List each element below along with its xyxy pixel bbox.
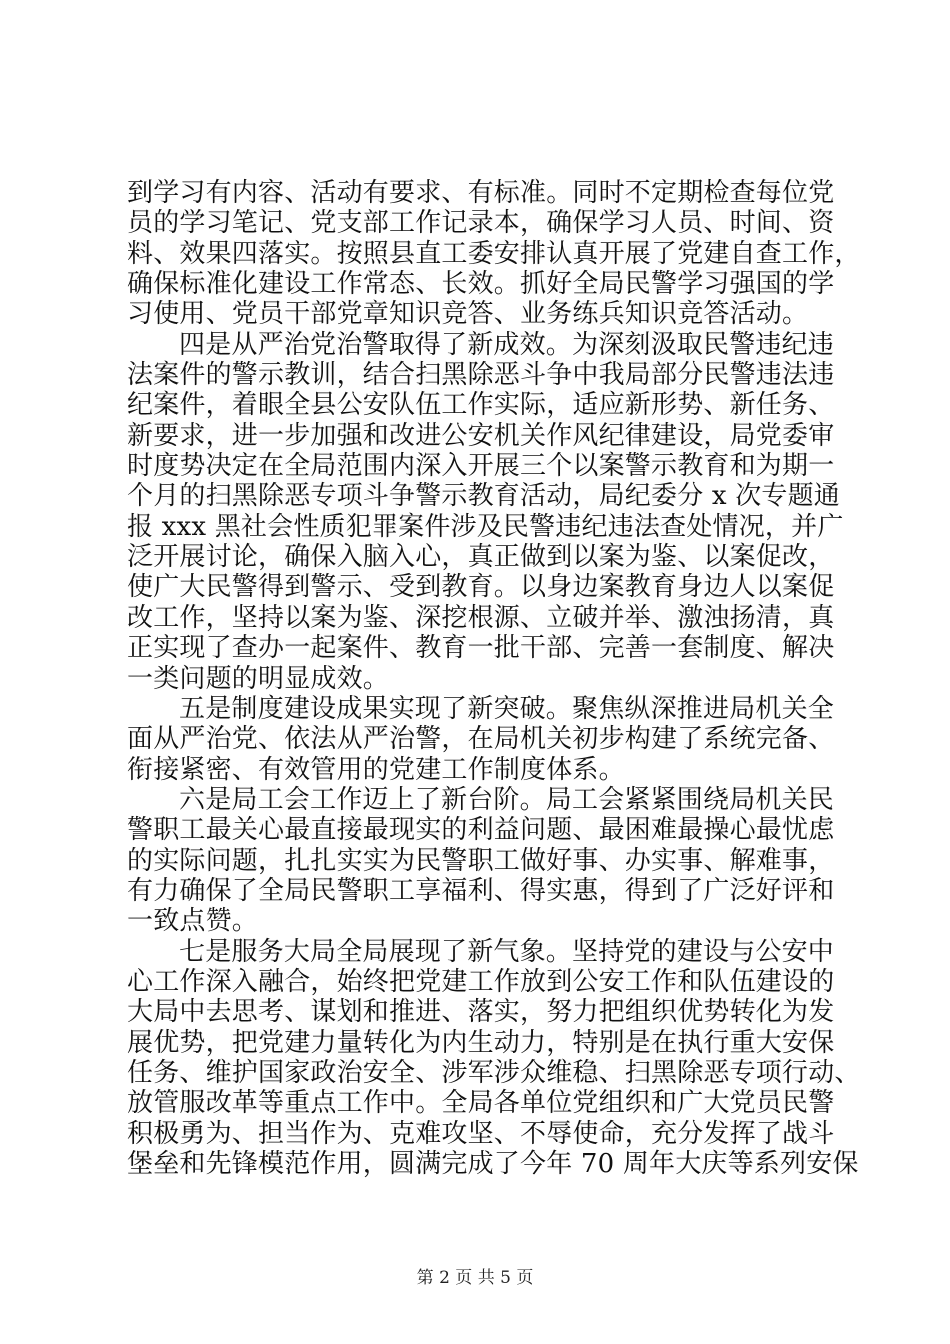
text-line: 衔接紧密、有效管用的党建工作制度体系。	[127, 754, 625, 785]
text-line: 正实现了查办一起案件、教育一批干部、完善一套制度、解决	[127, 633, 835, 664]
text-line: 展优势，把党建力量转化为内生动力，特别是在执行重大安保	[127, 1027, 835, 1058]
text-line: 心工作深入融合，始终把党建工作放到公安工作和队伍建设的	[127, 966, 835, 997]
text-line: 料、效果四落实。按照县直工委安排认真开展了党建自查工作，	[127, 238, 861, 269]
text-line: 任务、维护国家政治安全、涉军涉众维稳、扫黑除恶专项行动、	[127, 1057, 861, 1088]
text-line: 员的学习笔记、党支部工作记录本，确保学习人员、时间、资	[127, 208, 835, 239]
text-line: 大局中去思考、谋划和推进、落实，努力把组织优势转化为发	[127, 997, 835, 1028]
text-line: 使广大民警得到警示、受到教育。以身边案教育身边人以案促	[127, 572, 835, 603]
text-line: 到学习有内容、活动有要求、有标准。同时不定期检查每位党	[127, 178, 835, 208]
paragraph-start-line: 四是从严治党治警取得了新成效。为深刻汲取民警违纪违	[179, 329, 835, 360]
paragraph-start-line: 七是服务大局全局展现了新气象。坚持党的建设与公安中	[179, 936, 835, 967]
text-line: 有力确保了全局民警职工享福利、得实惠，得到了广泛好评和	[127, 875, 835, 906]
text-line: 纪案件，着眼全县公安队伍工作实际，适应新形势、新任务、	[127, 390, 835, 421]
text-line: 面从严治党、依法从严治警，在局机关初步构建了系统完备、	[127, 724, 835, 755]
text-line: 习使用、党员干部党章知识竞答、业务练兵知识竞答活动。	[127, 299, 809, 330]
text-line: 法案件的警示教训，结合扫黑除恶斗争中我局部分民警违法违	[127, 360, 835, 391]
text-line: 堡垒和先锋模范作用，圆满完成了今年 70 周年大庆等系列安保	[127, 1149, 859, 1179]
text-line: 报 xxx 黑社会性质犯罪案件涉及民警违纪违法查处情况，并广	[127, 511, 844, 542]
paragraph-start-line: 六是局工会工作迈上了新台阶。局工会紧紧围绕局机关民	[179, 784, 835, 815]
text-line: 警职工最关心最直接最现实的利益问题、最困难最操心最忧虑	[127, 815, 835, 846]
text-line: 个月的扫黑除恶专项斗争警示教育活动，局纪委分 x 次专题通	[127, 481, 840, 512]
text-line: 确保标准化建设工作常态、长效。抓好全局民警学习强国的学	[127, 269, 835, 300]
page-number-footer: 第 2 页 共 5 页	[416, 1268, 534, 1288]
text-line: 新要求，进一步加强和改进公安机关作风纪律建设，局党委审	[127, 420, 835, 451]
text-line: 一类问题的明显成效。	[127, 663, 390, 694]
paragraph-start-line: 五是制度建设成果实现了新突破。聚焦纵深推进局机关全	[179, 693, 835, 724]
text-line: 放管服改革等重点工作中。全局各单位党组织和广大党员民警	[127, 1088, 835, 1119]
text-line: 的实际问题，扎扎实实为民警职工做好事、办实事、解难事，	[127, 845, 835, 876]
text-line: 改工作，坚持以案为鉴、深挖根源、立破并举、激浊扬清，真	[127, 602, 835, 633]
document-body	[127, 178, 861, 1179]
text-line: 时度势决定在全局范围内深入开展三个以案警示教育和为期一	[127, 451, 835, 482]
text-line: 一致点赞。	[127, 906, 259, 937]
text-line: 积极勇为、担当作为、克难攻坚、不辱使命，充分发挥了战斗	[127, 1118, 835, 1149]
text-line: 泛开展讨论，确保入脑入心，真正做到以案为鉴、以案促改，	[127, 542, 835, 573]
